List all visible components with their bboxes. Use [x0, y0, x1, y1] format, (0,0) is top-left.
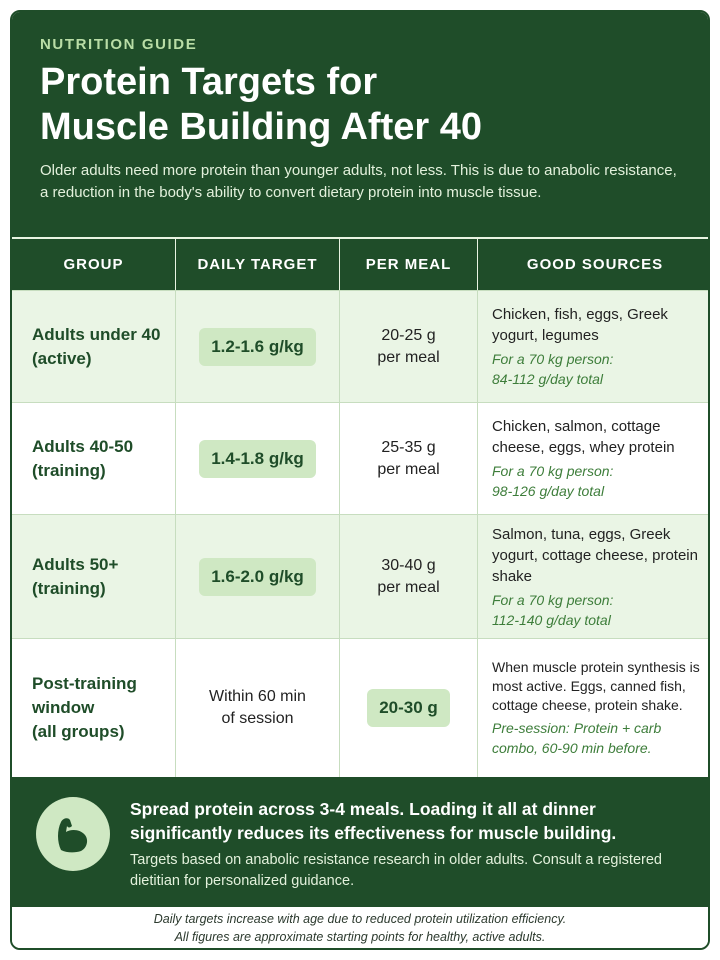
- sources-text: Salmon, tuna, eggs, Greek yogurt, cottage cheese, protein shake: [492, 525, 698, 585]
- table-row: [12, 638, 708, 777]
- per-meal-unit: per meal: [377, 578, 440, 596]
- footnote: [12, 907, 708, 950]
- flexed-bicep-icon: [36, 797, 110, 871]
- group-qualifier: (all groups): [32, 722, 125, 741]
- intro-text: Older adults need more protein than younger adults, not less. This is due to anabolic resistance, a reduction in the body's ability to convert dietary protein into muscle tissue.: [40, 162, 677, 201]
- eyebrow-label: NUTRITION GUIDE: [40, 36, 198, 53]
- per-meal-cell: [339, 639, 477, 777]
- daily-target-cell: [175, 291, 339, 402]
- group-cell: [12, 515, 175, 638]
- group-name: Adults 50+: [32, 554, 119, 574]
- column-header-daily-target: DAILY TARGET: [175, 239, 339, 290]
- column-header-good-sources: GOOD SOURCES: [477, 239, 710, 290]
- example-note: Pre-session: Protein + carb combo, 60-90 min before.: [492, 720, 662, 756]
- daily-target-cell: [175, 639, 339, 777]
- header: [12, 12, 708, 237]
- daily-target-badge: 1.4-1.8 g/kg: [199, 440, 316, 478]
- group-name-continued: window: [32, 698, 95, 717]
- sources-text: When muscle protein synthesis is most active. Eggs, canned fish, cottage cheese, protein shake.: [492, 659, 700, 713]
- sources-cell: [477, 639, 710, 777]
- table-row: [12, 402, 708, 514]
- example-note: [492, 590, 702, 630]
- daily-target-text-2: of session: [221, 710, 294, 727]
- group-qualifier: (active): [32, 348, 92, 368]
- group-qualifier: (training): [32, 578, 106, 598]
- example-line-1: For a 70 kg person:: [492, 351, 614, 367]
- group-qualifier: (training): [32, 460, 106, 480]
- table-row: [12, 290, 708, 402]
- callout-headline: Spread protein across 3-4 meals. Loading it all at dinner significantly reduces its effectiveness for muscle building.: [130, 799, 617, 843]
- group-cell: [12, 639, 175, 777]
- sources-cell: [477, 403, 710, 514]
- daily-target-text-1: Within 60 min: [209, 688, 306, 705]
- example-line-2: 84-112 g/day total: [492, 371, 604, 387]
- footnote-line-2: All figures are approximate starting points for healthy, active adults.: [174, 930, 546, 944]
- sources-cell: [477, 515, 710, 638]
- example-line-2: 98-126 g/day total: [492, 483, 605, 499]
- per-meal-badge: 20-30 g: [367, 689, 450, 727]
- example-note: [492, 349, 702, 389]
- example-line-1: For a 70 kg person:: [492, 463, 614, 479]
- per-meal-unit: per meal: [377, 348, 440, 366]
- column-header-per-meal: PER MEAL: [339, 239, 477, 290]
- per-meal-amount: 30-40 g: [381, 556, 436, 574]
- daily-target-badge: 1.2-1.6 g/kg: [199, 328, 316, 366]
- daily-target-cell: [175, 403, 339, 514]
- group-name: Adults under 40: [32, 324, 161, 344]
- page-title: [40, 60, 690, 150]
- example-line-2: 112-140 g/day total: [492, 611, 611, 628]
- table-header: [12, 237, 708, 290]
- per-meal-cell: [339, 515, 477, 638]
- sources-cell: [477, 291, 710, 402]
- callout-subtext: Targets based on anabolic resistance research in older adults. Consult a registered dietitian for personalized guidance.: [130, 852, 662, 889]
- group-cell: [12, 291, 175, 402]
- title-line-1: Protein Targets for: [40, 61, 378, 103]
- sources-text: Chicken, fish, eggs, Greek yogurt, legumes: [492, 306, 668, 344]
- key-tip-callout: [12, 777, 708, 907]
- footnote-line-1: Daily targets increase with age due to reduced protein utilization efficiency.: [153, 912, 567, 926]
- title-line-2: Muscle Building After 40: [40, 106, 482, 148]
- table-row: [12, 514, 708, 638]
- per-meal-amount: 25-35 g: [381, 438, 436, 456]
- per-meal-cell: [339, 403, 477, 514]
- per-meal-amount: 20-25 g: [381, 326, 436, 344]
- example-note: [492, 461, 702, 501]
- daily-target-cell: [175, 515, 339, 638]
- example-line-1: For a 70 kg person:: [492, 591, 614, 608]
- per-meal-unit: per meal: [377, 460, 440, 478]
- per-meal-cell: [339, 291, 477, 402]
- group-name: Adults 40-50: [32, 436, 134, 456]
- group-name: Post-training: [32, 674, 137, 693]
- column-header-group: GROUP: [63, 256, 124, 273]
- nutrition-guide-card: [10, 10, 710, 950]
- sources-text: Chicken, salmon, cottage cheese, eggs, whey protein: [492, 418, 675, 456]
- daily-target-badge: 1.6-2.0 g/kg: [199, 558, 316, 596]
- group-cell: [12, 403, 175, 514]
